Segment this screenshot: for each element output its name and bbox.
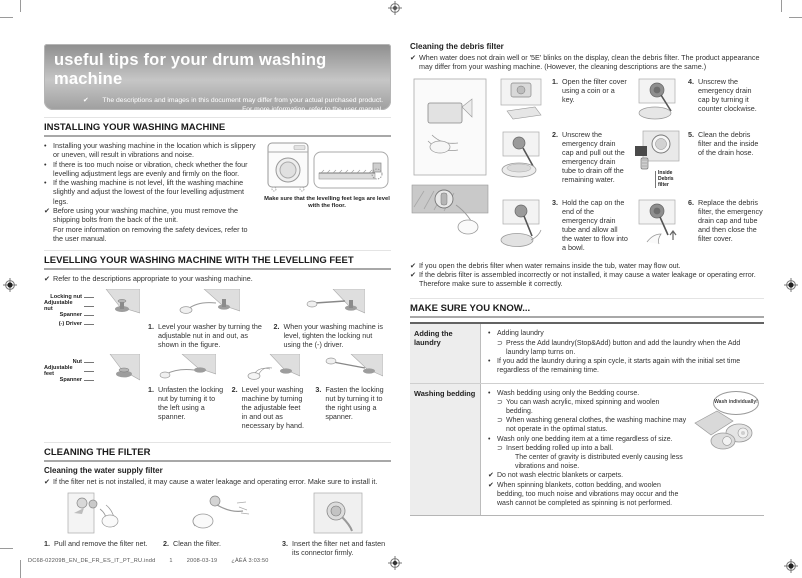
- step-number: 2.: [552, 130, 558, 140]
- debris-step: 2. Unscrew the emergency drain cap and pull out the emergency drain tube to drain off the remaining water.: [552, 130, 625, 185]
- diagram-label: Nut: [44, 358, 140, 367]
- levelling-note: ✔ Refer to the descriptions appropriate to your washing machine.: [44, 274, 253, 284]
- figure-caption: Make sure that the levelling feet legs are level with the floor.: [264, 196, 390, 209]
- banner-note-text: The descriptions and images in this document may differ from your actual purchased product. For more information, refer to the user manual.: [102, 97, 383, 113]
- debris-steps-grid: [410, 77, 764, 255]
- row-label: Adding the laundry: [410, 324, 481, 382]
- debris-notes: ✔ If you open the debris filter when water remains inside the tub, water may flow out. ✔ If the debris filter is assembled incorrectly or not installed, it may cause a water leakage or operating error. Therefore make sure to assemble it correctly.: [410, 260, 756, 289]
- check-icon: ✔: [410, 269, 417, 279]
- washing-machine-illustration: [265, 141, 311, 193]
- footer-time: ¿ÀÈÄ 3:03:50: [231, 558, 269, 564]
- step-number: 3.: [282, 538, 288, 548]
- debris-step: 5. Clean the debris filter and the inside of the drain hose.: [688, 130, 759, 158]
- filter-step: 2. Clean the filter.: [163, 491, 272, 557]
- step-number: 4.: [688, 76, 694, 86]
- bullet-icon: •: [488, 389, 491, 397]
- debris-filter-inset: [633, 130, 683, 191]
- step-number: 2.: [163, 538, 169, 548]
- check-icon: ✔: [44, 274, 51, 284]
- check-icon: ✔: [488, 472, 494, 480]
- check-icon: ✔: [410, 53, 417, 62]
- list-item: ✔ Before using your washing machine, you must remove the shipping bolts from the back of the unit.: [44, 206, 238, 225]
- step-number: 1.: [148, 321, 154, 331]
- step-number: 1.: [148, 384, 154, 394]
- drain-into-bowl-illustration: [497, 198, 545, 248]
- sub-bullet-icon: ⊃: [497, 339, 503, 347]
- debris-step: 3. Hold the cap on the end of the emergency drain tube and allow all the water to flow into a bowl.: [552, 197, 628, 252]
- levelling-diagram-1: [44, 289, 140, 349]
- levelling-step: 1. Level your washer by turning the adjustable nut in and out, as shown in the figure.: [148, 289, 266, 349]
- levelling-step: 2. When your washing machine is level, tighten the locking nut using the (-) driver.: [274, 289, 392, 349]
- step-number: 3.: [552, 197, 558, 207]
- crop-mark: [20, 0, 21, 12]
- debris-filter-illustration: [633, 130, 681, 170]
- debris-step: 6. Replace the debris filter, the emergency drain cap and tube and then close the filter cover.: [688, 197, 763, 243]
- check-icon: ✔: [44, 476, 51, 486]
- diagram-label: Spanner: [44, 376, 140, 385]
- bullet-icon: •: [44, 159, 47, 169]
- drain-tube-illustration: [497, 130, 545, 180]
- diagram-label: Locking nut: [44, 293, 140, 302]
- registration-mark-icon: [784, 559, 798, 573]
- table-row-adding-laundry: Adding the laundry • Adding laundry ⊃ Press the Add laundry(Stop&Add) button and add the laundry when the Add laundry lamp turns on. • If you add the laundry during a spin cycle, it starts again with the initial set time regardless of the remaining time.: [410, 324, 764, 383]
- crop-mark: [781, 0, 782, 12]
- right-column: [410, 42, 764, 516]
- step-number: 2.: [231, 384, 238, 394]
- unfasten-nut-illustration: [156, 354, 216, 382]
- replace-filter-illustration: [633, 198, 681, 248]
- print-footer: [28, 558, 283, 564]
- crop-mark: [0, 17, 13, 18]
- inset-label: Inside Debris filter: [655, 171, 684, 188]
- bullet-icon: •: [44, 141, 47, 150]
- diagram-label: Spanner: [44, 311, 140, 320]
- list-item: • Installing your washing machine in the location which is slippery or uneven, will result in vibrations and noise.: [44, 141, 256, 160]
- check-icon: ✔: [44, 206, 51, 216]
- filter-steps-row: [44, 491, 391, 557]
- bedding-illustration: [687, 389, 761, 509]
- subheading-water-supply-filter: Cleaning the water supply filter: [44, 465, 163, 475]
- filter-note: ✔ If the filter net is not installed, it may cause a water leakage and operating error. Make sure to install it.: [44, 476, 378, 486]
- bullet-icon: •: [488, 435, 491, 443]
- diagram-label: Adjustable feet: [44, 367, 140, 376]
- registration-mark-icon: [784, 278, 798, 292]
- unscrew-cap-illustration: [633, 77, 681, 121]
- bullet-icon: •: [488, 358, 491, 366]
- fasten-nut-illustration: [323, 354, 383, 382]
- section-heading-installing: INSTALLING YOUR WASHING MACHINE: [44, 117, 391, 137]
- open-cover-illustration: [497, 77, 545, 121]
- sub-bullet-icon: ⊃: [497, 444, 503, 452]
- know-table: [410, 322, 764, 516]
- bullet-icon: •: [44, 178, 47, 188]
- filter-step: 1. Pull and remove the filter net.: [44, 491, 153, 557]
- levelling-step: 3. Fasten the locking nut by turning it to the right using a spanner.: [315, 354, 391, 430]
- tighten-nut-illustration: [299, 289, 365, 319]
- debris-step: 1. Open the filter cover using a coin or a key.: [552, 76, 627, 104]
- speech-bubble: Wash individually!: [713, 391, 759, 415]
- debris-step: 4. Unscrew the emergency drain cap by turning it counter clockwise.: [688, 76, 757, 113]
- bullet-icon: •: [488, 330, 491, 338]
- filter-cover-open-illustration: [410, 77, 490, 255]
- title-banner: [44, 44, 391, 113]
- left-column: [44, 44, 391, 557]
- crop-mark: [789, 17, 802, 18]
- list-item: • If there is too much noise or vibration, check whether the four levelling adjustment legs are evenly and firmly on the floor.: [44, 159, 248, 178]
- registration-mark-icon: [388, 556, 402, 570]
- levelling-step: 2. Level your washing machine by turning the adjustable feet in and out as necessary by hand.: [232, 354, 308, 430]
- row-label: Washing bedding: [410, 384, 481, 516]
- step-number: 1.: [44, 538, 50, 548]
- step-number: 5.: [688, 130, 694, 140]
- list-item: • If the washing machine is not level, lift the washing machine slightly and adjust the lowest of the four levelling adjustment legs.: [44, 178, 244, 206]
- filter-step: 3. Insert the filter net and fasten its connector firmly.: [282, 491, 391, 557]
- levelling-row-feet: [44, 354, 391, 430]
- machine-corner-illustration: [96, 289, 140, 323]
- list-item: For more information on removing the safety devices, refer to the user manual.: [53, 224, 248, 243]
- section-heading-cleaning-filter: CLEANING THE FILTER: [44, 442, 391, 462]
- remove-filter-net-illustration: [66, 491, 132, 535]
- page-title: useful tips for your drum washing machine: [54, 51, 327, 88]
- step-number: 3.: [315, 384, 322, 394]
- machine-corner-illustration: [96, 354, 140, 388]
- check-icon: ✔: [488, 481, 494, 489]
- diagram-label: (-) Driver: [44, 320, 140, 329]
- levelling-row-nut: [44, 289, 391, 349]
- subheading-debris-filter: Cleaning the debris filter: [410, 42, 504, 51]
- registration-mark-icon: [3, 278, 17, 292]
- section-heading-make-sure: MAKE SURE YOU KNOW...: [410, 298, 764, 318]
- crop-mark: [20, 560, 21, 578]
- check-icon: ✔: [410, 260, 417, 270]
- footer-page-number: 1: [169, 558, 173, 564]
- sub-bullet-icon: ⊃: [497, 398, 503, 406]
- insert-filter-net-illustration: [304, 491, 370, 535]
- step-number: 6.: [688, 197, 694, 207]
- debris-note: ✔ When water does not drain well or '5E' blinks on the display, clean the debris filter. The product appearance may differ from your washing machine. (However, the cleaning descriptions are the same.): [410, 53, 760, 72]
- step-number: 1.: [552, 76, 558, 86]
- levelling-feet-illustration: [313, 151, 389, 193]
- check-icon: ✔: [83, 97, 89, 104]
- step-number: 2.: [273, 321, 280, 331]
- adjust-feet-illustration: [240, 354, 300, 382]
- footer-filename: DC68-02209B_EN_DE_FR_ES_IT_PT_RU.indd: [28, 558, 156, 564]
- table-row-washing-bedding: Washing bedding • Wash bedding using only the Bedding course. ⊃ You can wash acrylic, mixed spinning and woolen bedding. ⊃ When washing general clothes, the washing machine may not operate in the optimal status. • Wash only one bedding item at a time regardless of size. ⊃ Insert bedding rolled up into a ball. The center of gravity is distributed evenly causing less vibrations and noise. ✔ Do not wash electric blankets or carpets. ✔ When spinning blankets, cotton bedding, and woolen bedding, too much noise and vibrations may occur and the wash cannot be completed as spinning is not performed. Wash individually!: [410, 384, 764, 516]
- section-heading-levelling: LEVELLING YOUR WASHING MACHINE WITH THE LEVELLING FEET: [44, 250, 391, 270]
- adjust-nut-illustration: [174, 289, 240, 319]
- levelling-diagram-2: [44, 354, 140, 430]
- levelling-step: 1. Unfasten the locking nut by turning it to the left using a spanner.: [148, 354, 224, 430]
- footer-date: 2008-03-19: [186, 558, 218, 564]
- diagram-label: Adjustable nut: [44, 302, 140, 311]
- crop-mark: [0, 548, 13, 549]
- sub-bullet-icon: ⊃: [497, 417, 503, 425]
- installing-section: [44, 141, 391, 243]
- clean-filter-illustration: [185, 491, 251, 535]
- registration-mark-icon: [388, 1, 402, 15]
